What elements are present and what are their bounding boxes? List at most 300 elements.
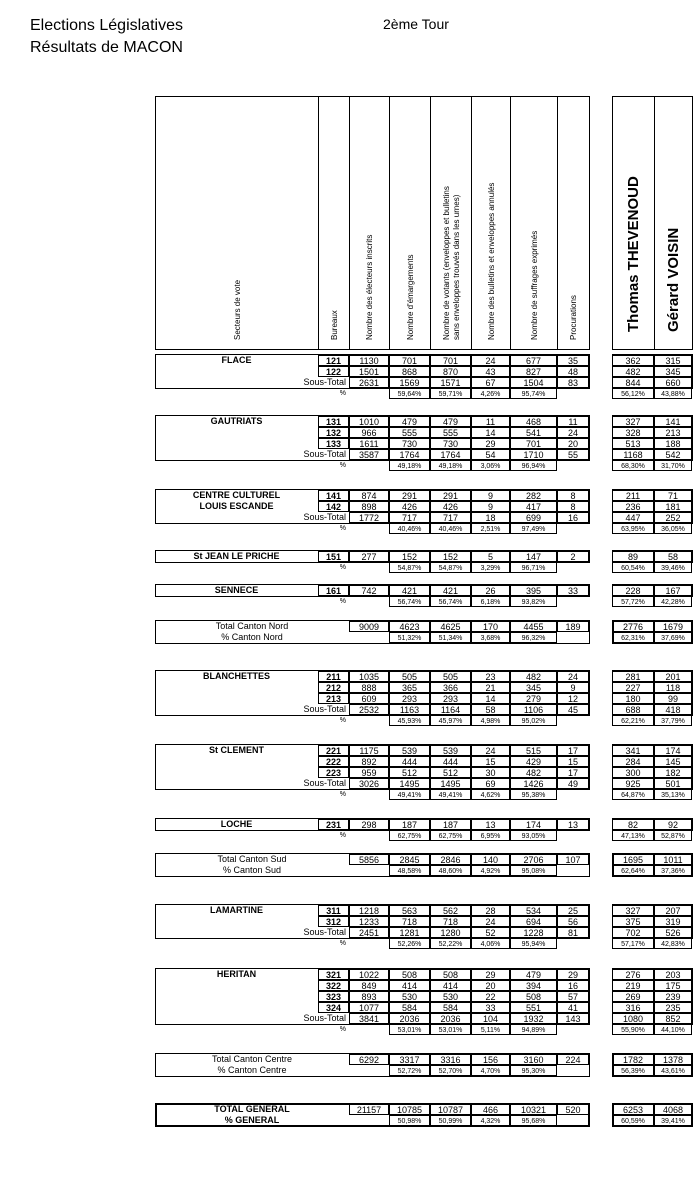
pct-value: 45,97% — [430, 715, 471, 726]
subtotal-value: 104 — [471, 1013, 510, 1024]
bureau-number: 223 — [318, 767, 349, 778]
bureau-number: 231 — [318, 819, 349, 830]
pct-value: 44,10% — [654, 1024, 692, 1035]
pct-label: % — [339, 940, 346, 947]
total-pct: 4,92% — [471, 865, 510, 876]
candidate2-votes: 315 — [654, 355, 692, 366]
subtotal-value: 1772 — [349, 512, 389, 523]
total-pct-label: % GENERAL — [224, 1115, 280, 1125]
table-cell: 482 — [510, 767, 557, 778]
subtotal-value: 852 — [654, 1013, 692, 1024]
table-cell: 291 — [389, 490, 430, 501]
candidate1-votes: 236 — [612, 501, 654, 512]
pct-value: 39,46% — [654, 562, 692, 573]
table-cell: 444 — [389, 756, 430, 767]
candidate2-name: Gérard VOISIN — [665, 227, 682, 332]
candidate1-votes: 482 — [612, 366, 654, 377]
candidate1-votes: 211 — [612, 490, 654, 501]
table-cell: 9 — [471, 501, 510, 512]
total-value: 21157 — [349, 1104, 389, 1115]
total-value: 156 — [471, 1054, 510, 1065]
subtotal-value: 1228 — [510, 927, 557, 938]
table-cell: 505 — [430, 671, 471, 682]
pct-value: 42,28% — [654, 596, 692, 607]
pct-value: 96,94% — [510, 460, 557, 471]
table-cell: 512 — [389, 767, 430, 778]
pct-value: 40,46% — [430, 523, 471, 534]
table-cell: 1035 — [349, 671, 389, 682]
bureau-number: 133 — [318, 438, 349, 449]
table-cell: 892 — [349, 756, 389, 767]
table-cell: 701 — [430, 355, 471, 366]
table-cell: 893 — [349, 991, 389, 1002]
bureau-number: 212 — [318, 682, 349, 693]
subtotal-label: Sous-Total — [303, 704, 346, 714]
header-col-header-bureaux — [318, 96, 350, 350]
pct-value: 95,94% — [510, 938, 557, 949]
subtotal-value: 1106 — [510, 704, 557, 715]
subtotal-value: 925 — [612, 778, 654, 789]
candidate2-votes: 58 — [654, 551, 692, 562]
subtotal-value: 2036 — [389, 1013, 430, 1024]
total-value: 1011 — [654, 854, 692, 865]
pct-value: 37,79% — [654, 715, 692, 726]
sector-name: LOCHE — [220, 819, 253, 829]
pct-value: 36,05% — [654, 523, 692, 534]
subtotal-label: Sous-Total — [303, 1013, 346, 1023]
total-pct-label: % Canton Nord — [221, 632, 283, 642]
header-col-header-exprimes — [510, 96, 558, 350]
sector-name: LOUIS ESCANDE — [199, 501, 274, 511]
subtotal-value: 252 — [654, 512, 692, 523]
pct-value: 4,06% — [471, 938, 510, 949]
pct-value: 63,95% — [612, 523, 654, 534]
pct-value: 49,41% — [430, 789, 471, 800]
pct-value: 55,90% — [612, 1024, 654, 1035]
sector-name: St CLEMENT — [209, 745, 264, 755]
pct-value: 3,29% — [471, 562, 510, 573]
pct-value: 57,72% — [612, 596, 654, 607]
subtotal-value: 702 — [612, 927, 654, 938]
pct-value: 95,38% — [510, 789, 557, 800]
pct-value: 31,70% — [654, 460, 692, 471]
table-cell: 429 — [510, 756, 557, 767]
total-pct: 4,70% — [471, 1065, 510, 1076]
subtotal-value: 1764 — [389, 449, 430, 460]
header-col-header-procurations — [557, 96, 590, 350]
pct-label: % — [339, 525, 346, 532]
table-cell: 24 — [471, 355, 510, 366]
pct-value: 53,01% — [389, 1024, 430, 1035]
candidate2-votes: 207 — [654, 905, 692, 916]
table-cell: 282 — [510, 490, 557, 501]
total-value: 2846 — [430, 854, 471, 865]
subtotal-value: 3587 — [349, 449, 389, 460]
subtotal-value: 18 — [471, 512, 510, 523]
table-cell: 366 — [430, 682, 471, 693]
subtotal-value: 45 — [557, 704, 589, 715]
pct-value: 59,71% — [430, 388, 471, 399]
table-cell: 468 — [510, 416, 557, 427]
subtotal-value: 81 — [557, 927, 589, 938]
table-cell: 298 — [349, 819, 389, 830]
pct-value: 56,12% — [612, 388, 654, 399]
table-cell: 584 — [389, 1002, 430, 1013]
header-col-candidate1 — [612, 96, 655, 350]
bureau-number: 161 — [318, 585, 349, 596]
pct-value: 96,71% — [510, 562, 557, 573]
total-pct: 56,39% — [612, 1065, 654, 1076]
pct-value: 95,02% — [510, 715, 557, 726]
candidate2-votes: 345 — [654, 366, 692, 377]
table-cell: 426 — [430, 501, 471, 512]
pct-value: 62,21% — [612, 715, 654, 726]
table-cell: 14 — [471, 427, 510, 438]
pct-label: % — [339, 791, 346, 798]
sector-name: LAMARTINE — [210, 905, 263, 915]
candidate1-votes: 269 — [612, 991, 654, 1002]
subtotal-value: 1571 — [430, 377, 471, 388]
pct-label: % — [339, 1026, 346, 1033]
pct-value: 53,01% — [430, 1024, 471, 1035]
subtotal-value: 52 — [471, 927, 510, 938]
total-value: 140 — [471, 854, 510, 865]
table-cell: 1130 — [349, 355, 389, 366]
table-cell: 365 — [389, 682, 430, 693]
subtotal-value: 1495 — [389, 778, 430, 789]
subtotal-value: 526 — [654, 927, 692, 938]
table-cell: 1010 — [349, 416, 389, 427]
table-cell: 187 — [389, 819, 430, 830]
table-cell: 426 — [389, 501, 430, 512]
header-col-header-inscrits — [349, 96, 390, 350]
table-cell: 24 — [557, 671, 589, 682]
total-pct: 51,34% — [430, 632, 471, 643]
table-cell: 56 — [557, 916, 589, 927]
table-cell: 13 — [557, 819, 589, 830]
bureau-number: 131 — [318, 416, 349, 427]
sector-name: BLANCHETTES — [203, 671, 270, 681]
candidate2-votes: 71 — [654, 490, 692, 501]
pct-value: 6,18% — [471, 596, 510, 607]
table-cell: 555 — [430, 427, 471, 438]
subtotal-value: 501 — [654, 778, 692, 789]
table-cell: 421 — [430, 585, 471, 596]
pct-value: 56,74% — [389, 596, 430, 607]
table-cell: 730 — [389, 438, 430, 449]
candidate1-votes: 327 — [612, 905, 654, 916]
table-cell: 584 — [430, 1002, 471, 1013]
table-cell: 33 — [471, 1002, 510, 1013]
candidate2-votes: 188 — [654, 438, 692, 449]
candidate2-votes: 145 — [654, 756, 692, 767]
pct-value: 35,13% — [654, 789, 692, 800]
total-pct: 48,58% — [389, 865, 430, 876]
total-value: 2776 — [612, 621, 654, 632]
table-cell: 13 — [471, 819, 510, 830]
bureau-number: 142 — [318, 501, 349, 512]
candidate2-votes: 141 — [654, 416, 692, 427]
table-cell: 48 — [557, 366, 589, 377]
bureau-number: 312 — [318, 916, 349, 927]
sector-name: St JEAN LE PRICHE — [193, 551, 280, 561]
candidate1-votes: 316 — [612, 1002, 654, 1013]
subtotal-value: 688 — [612, 704, 654, 715]
tour-label: 2ème Tour — [383, 16, 449, 32]
pct-value: 43,88% — [654, 388, 692, 399]
table-cell: 15 — [557, 756, 589, 767]
header-emargements-label: Nombre d'émargements — [405, 254, 415, 340]
subtotal-label: Sous-Total — [303, 512, 346, 522]
candidate2-votes: 319 — [654, 916, 692, 927]
table-cell: 563 — [389, 905, 430, 916]
candidate1-votes: 300 — [612, 767, 654, 778]
subtotal-value: 2532 — [349, 704, 389, 715]
total-value: 466 — [471, 1104, 510, 1115]
bureau-number: 323 — [318, 991, 349, 1002]
table-cell: 479 — [430, 416, 471, 427]
total-value: 9009 — [349, 621, 389, 632]
sector-name: GAUTRIATS — [210, 416, 263, 426]
table-cell: 515 — [510, 745, 557, 756]
table-cell: 551 — [510, 1002, 557, 1013]
total-value: 2845 — [389, 854, 430, 865]
total-value: 10787 — [430, 1104, 471, 1115]
table-cell: 147 — [510, 551, 557, 562]
pct-value: 93,05% — [510, 830, 557, 841]
subtotal-value: 418 — [654, 704, 692, 715]
total-value: 6253 — [612, 1104, 654, 1115]
subtotal-value: 1280 — [430, 927, 471, 938]
table-cell: 530 — [430, 991, 471, 1002]
table-cell: 417 — [510, 501, 557, 512]
total-value: 3316 — [430, 1054, 471, 1065]
table-cell: 5 — [471, 551, 510, 562]
pct-value: 59,64% — [389, 388, 430, 399]
subtotal-value: 844 — [612, 377, 654, 388]
candidate1-votes: 180 — [612, 693, 654, 704]
pct-value: 60,54% — [612, 562, 654, 573]
table-cell: 277 — [349, 551, 389, 562]
total-pct-label: % Canton Centre — [217, 1065, 287, 1075]
table-cell: 555 — [389, 427, 430, 438]
total-pct: 50,98% — [389, 1115, 430, 1126]
table-cell: 512 — [430, 767, 471, 778]
candidate2-votes: 203 — [654, 969, 692, 980]
pct-value: 64,87% — [612, 789, 654, 800]
pct-value: 68,30% — [612, 460, 654, 471]
total-pct: 37,69% — [654, 632, 692, 643]
candidate2-votes: 174 — [654, 745, 692, 756]
candidate2-votes: 92 — [654, 819, 692, 830]
table-cell: 29 — [471, 969, 510, 980]
table-cell: 1022 — [349, 969, 389, 980]
total-label: Total Canton Centre — [211, 1054, 293, 1064]
table-cell: 694 — [510, 916, 557, 927]
bureau-number: 324 — [318, 1002, 349, 1013]
candidate1-votes: 228 — [612, 585, 654, 596]
total-label: TOTAL GENERAL — [214, 1104, 290, 1114]
sector-name: CENTRE CULTUREL — [192, 490, 281, 500]
total-pct: 43,61% — [654, 1065, 692, 1076]
subtotal-value: 447 — [612, 512, 654, 523]
subtotal-value: 2631 — [349, 377, 389, 388]
subtotal-value: 660 — [654, 377, 692, 388]
table-cell: 677 — [510, 355, 557, 366]
total-value: 4625 — [430, 621, 471, 632]
table-cell: 22 — [471, 991, 510, 1002]
table-cell: 24 — [471, 916, 510, 927]
total-label: Total Canton Nord — [215, 621, 289, 631]
candidate2-votes: 239 — [654, 991, 692, 1002]
table-cell: 11 — [471, 416, 510, 427]
subtotal-value: 1080 — [612, 1013, 654, 1024]
sector-name: SENNECE — [214, 585, 259, 595]
candidate2-votes: 175 — [654, 980, 692, 991]
subtotal-value: 1569 — [389, 377, 430, 388]
table-cell: 1218 — [349, 905, 389, 916]
pct-value: 4,62% — [471, 789, 510, 800]
table-cell: 24 — [557, 427, 589, 438]
pct-value: 4,26% — [471, 388, 510, 399]
sector-name: FLACE — [221, 355, 252, 365]
pct-value: 57,17% — [612, 938, 654, 949]
table-cell: 152 — [389, 551, 430, 562]
bureau-number: 311 — [318, 905, 349, 916]
pct-value: 56,74% — [430, 596, 471, 607]
pct-value: 2,51% — [471, 523, 510, 534]
table-cell: 14 — [471, 693, 510, 704]
candidate1-votes: 276 — [612, 969, 654, 980]
total-value: 3160 — [510, 1054, 557, 1065]
table-cell: 11 — [557, 416, 589, 427]
candidate1-votes: 327 — [612, 416, 654, 427]
table-cell: 421 — [389, 585, 430, 596]
table-cell: 394 — [510, 980, 557, 991]
table-cell: 21 — [471, 682, 510, 693]
candidate2-votes: 182 — [654, 767, 692, 778]
table-cell: 293 — [430, 693, 471, 704]
table-cell: 20 — [471, 980, 510, 991]
table-cell: 187 — [430, 819, 471, 830]
title-line-2: Résultats de MACON — [30, 39, 183, 56]
header-col-header-votants — [430, 96, 472, 350]
bureau-number: 322 — [318, 980, 349, 991]
total-pct: 52,72% — [389, 1065, 430, 1076]
subtotal-value: 1932 — [510, 1013, 557, 1024]
table-cell: 868 — [389, 366, 430, 377]
total-value: 3317 — [389, 1054, 430, 1065]
pct-value: 95,74% — [510, 388, 557, 399]
pct-value: 52,87% — [654, 830, 692, 841]
candidate1-votes: 362 — [612, 355, 654, 366]
total-pct: 50,99% — [430, 1115, 471, 1126]
bureau-number: 122 — [318, 366, 349, 377]
bureau-number: 213 — [318, 693, 349, 704]
total-value: 4068 — [654, 1104, 692, 1115]
header-bureaux-label: Bureaux — [329, 310, 339, 340]
pct-value: 62,75% — [430, 830, 471, 841]
total-pct: 51,32% — [389, 632, 430, 643]
table-cell: 1077 — [349, 1002, 389, 1013]
subtotal-value: 1764 — [430, 449, 471, 460]
table-cell: 28 — [471, 905, 510, 916]
table-cell: 33 — [557, 585, 589, 596]
subtotal-label: Sous-Total — [303, 778, 346, 788]
total-pct: 95,30% — [510, 1065, 557, 1076]
pct-value: 4,98% — [471, 715, 510, 726]
total-pct: 62,31% — [612, 632, 654, 643]
subtotal-label: Sous-Total — [303, 377, 346, 387]
total-pct: 37,36% — [654, 865, 692, 876]
pct-value: 62,75% — [389, 830, 430, 841]
table-cell: 25 — [557, 905, 589, 916]
total-value: 170 — [471, 621, 510, 632]
pct-label: % — [339, 390, 346, 397]
header-votants-line1: Nombre de votants (enveloppes et bulletins — [441, 186, 451, 340]
table-cell: 24 — [471, 745, 510, 756]
subtotal-value: 143 — [557, 1013, 589, 1024]
subtotal-value: 542 — [654, 449, 692, 460]
header-votants-line2: sans enveloppes trouvés dans les urnes) — [451, 194, 461, 340]
total-pct: 52,70% — [430, 1065, 471, 1076]
total-value: 224 — [557, 1054, 589, 1065]
header-procurations-label: Procurations — [569, 295, 578, 340]
table-cell: 1233 — [349, 916, 389, 927]
total-pct: 95,08% — [510, 865, 557, 876]
table-cell: 29 — [557, 969, 589, 980]
subtotal-value: 717 — [389, 512, 430, 523]
candidate2-votes: 99 — [654, 693, 692, 704]
pct-value: 45,93% — [389, 715, 430, 726]
table-cell: 9 — [471, 490, 510, 501]
table-cell: 1175 — [349, 745, 389, 756]
table-cell: 609 — [349, 693, 389, 704]
pct-label: % — [339, 598, 346, 605]
total-value: 4623 — [389, 621, 430, 632]
table-cell: 701 — [510, 438, 557, 449]
candidate2-votes: 213 — [654, 427, 692, 438]
subtotal-value: 699 — [510, 512, 557, 523]
bureau-number: 222 — [318, 756, 349, 767]
header-col-header-secteurs — [155, 96, 319, 350]
header-col-header-annules — [471, 96, 511, 350]
pct-label: % — [339, 717, 346, 724]
pct-value: 94,89% — [510, 1024, 557, 1035]
table-cell: 152 — [430, 551, 471, 562]
total-value: 6292 — [349, 1054, 389, 1065]
table-cell: 15 — [471, 756, 510, 767]
candidate1-votes: 219 — [612, 980, 654, 991]
subtotal-value: 2451 — [349, 927, 389, 938]
pct-value: 6,95% — [471, 830, 510, 841]
sector-name: HERITAN — [216, 969, 257, 979]
candidate2-votes: 167 — [654, 585, 692, 596]
header-annules-label: Nombre des bulletins et enveloppes annulés — [486, 182, 496, 340]
total-label: Total Canton Sud — [217, 854, 287, 864]
table-cell: 508 — [430, 969, 471, 980]
table-cell: 8 — [557, 490, 589, 501]
table-cell: 9 — [557, 682, 589, 693]
candidate2-votes: 235 — [654, 1002, 692, 1013]
bureau-number: 132 — [318, 427, 349, 438]
total-pct: 4,32% — [471, 1115, 510, 1126]
subtotal-value: 1281 — [389, 927, 430, 938]
table-cell: 293 — [389, 693, 430, 704]
bureau-number: 211 — [318, 671, 349, 682]
table-cell: 1611 — [349, 438, 389, 449]
pct-value: 54,87% — [430, 562, 471, 573]
